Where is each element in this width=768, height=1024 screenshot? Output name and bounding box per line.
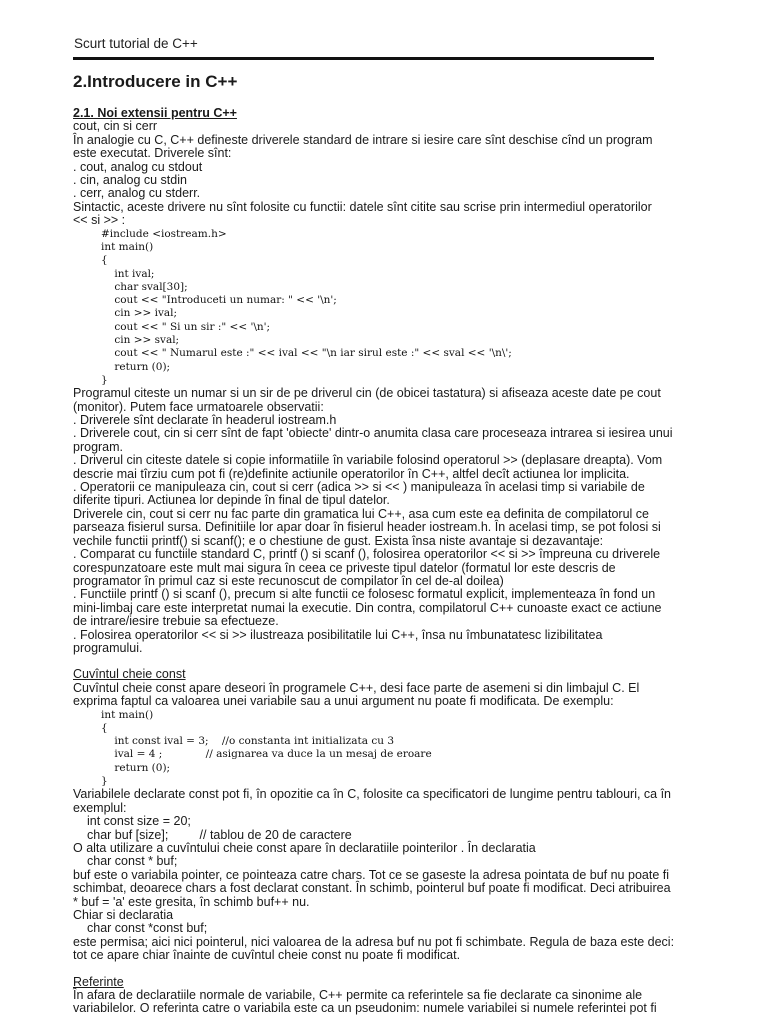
- code-line: return (0);: [101, 761, 171, 774]
- text-line: Programul citeste un numar si un sir de pe driverul cin (de obicei tastatura) si afiseaza aceste date pe cout: [73, 386, 661, 401]
- text-line: diferite tipuri. Actiunea lor depinde în final de tipul datelor.: [73, 493, 390, 508]
- text-line: buf este o variabila pointer, ce pointeaza catre chars. Tot ce se gaseste la adresa pointata de buf nu poate fi: [73, 867, 669, 882]
- text-line: descrie mai tîrziu cum pot fi (re)definite actiunile operatorilor în C++, altfel decît actiunea lor implicita.: [73, 466, 630, 481]
- text-line: În afara de declaratiile normale de variabile, C++ permite ca referintele sa fie declarate ca sinonime ale: [73, 988, 643, 1003]
- text-line: . Driverele cout, cin si cerr sînt de fapt 'obiecte' dintr-o anumita clasa care proceseaza intrarea si iesirea unui: [73, 426, 673, 441]
- code-line: return (0);: [101, 360, 171, 373]
- code-line: char sval[30];: [101, 280, 188, 293]
- text-line: int const size = 20;: [87, 814, 191, 829]
- text-line: . Driverul cin citeste datele si copie informatiile în variabile folosind operatorul >> (deplasare dreapta). Vom: [73, 453, 663, 468]
- text-line: Variabilele declarate const pot fi, în opozitie ca în C, folosite ca specificatori de lungime pentru tablouri, ca în: [73, 787, 672, 802]
- code-line: cout << " Numarul este :" << ival << "\n iar sirul este :" << sval << '\n\';: [101, 347, 512, 360]
- text-line: este permisa; aici nici pointerul, nici valoarea de la adresa buf nu pot fi schimbate. Regula de baza este deci:: [73, 934, 675, 949]
- code-line: cout << "Introduceti un numar: " << '\n';: [101, 294, 337, 307]
- running-header: Scurt tutorial de C++: [74, 36, 198, 51]
- text-line: Driverele cin, cout si cerr nu fac parte din gramatica lui C++, asa cum este ea definita de compilatorul ce: [73, 506, 649, 521]
- text-line: . cerr, analog cu stderr.: [73, 186, 201, 201]
- code-block: [101, 228, 713, 388]
- section2-text-c: [73, 869, 713, 923]
- subsection-title-const: Cuvîntul cheie const: [73, 667, 186, 682]
- subsection-title-referinte: Referinte: [73, 974, 124, 989]
- code-line: {: [101, 721, 108, 734]
- text-line: . Comparat cu functiile standard C, printf () si scanf (), folosirea operatorilor << si >> împreuna cu driverele: [73, 547, 661, 562]
- code-line: cin >> ival;: [101, 307, 178, 320]
- text-line: programului.: [73, 640, 143, 655]
- text-line: este executat. Driverele sînt:: [73, 146, 232, 161]
- code-line: {: [101, 254, 108, 267]
- text-line: mini-limbaj care este interpretat numai la executie. Din contra, compilatorul C++ cunoaste exact ce actiune: [73, 600, 662, 615]
- text-line: În analogie cu C, C++ defineste driverele standard de intrare si iesire care sînt deschise cînd un program: [73, 132, 653, 147]
- header-rule: [73, 57, 654, 60]
- code-line: ival = 4 ; // asignarea va duce la un mesaj de eroare: [101, 748, 432, 761]
- text-line: Sintactic, aceste drivere nu sînt folosite cu functii: datele sînt citite sau scrise prin intermediul operatorilor: [73, 199, 652, 214]
- code-line: cout << " Si un sir :" << '\n';: [101, 320, 271, 333]
- code-line: }: [101, 775, 108, 788]
- text-line: * buf = 'a' este gresita, în schimb buf++ nu.: [73, 894, 310, 909]
- text-line: schimbat, deoarece chars a fost declarat constant. În schimb, pointerul buf poate fi modificat. Deci atribuirea: [73, 881, 671, 896]
- text-line: char buf [size]; // tablou de 20 de caractere: [87, 827, 352, 842]
- text-line: de intrare/iesire trebuie sa efectueze.: [73, 614, 279, 629]
- text-line: . Folosirea operatorilor << si >> ilustreaza posibilitatile lui C++, însa nu îmbunatatesc lizibilitatea: [73, 627, 603, 642]
- text-line: . cout, analog cu stdout: [73, 159, 203, 174]
- text-line: char const * buf;: [87, 854, 178, 869]
- text-line: . Functiile printf () si scanf (), precum si alte functii ce folosesc formatul explicit, implementeaza în fond un: [73, 587, 656, 602]
- text-line: (monitor). Putem face urmatoarele observatii:: [73, 399, 324, 414]
- section2-example-b: [73, 855, 713, 868]
- code-line: int ival;: [101, 267, 155, 280]
- section2-text-a: [73, 788, 713, 815]
- text-line: Chiar si declaratia: [73, 908, 174, 922]
- text-line: corespunzatoare este mult mai sigura în ceea ce priveste tipul datelor (formatul lor este descris de: [73, 560, 616, 575]
- code-line: }: [101, 373, 108, 386]
- spacer: [73, 963, 713, 976]
- text-line: << si >> :: [73, 213, 126, 228]
- text-line: exemplul:: [73, 800, 127, 815]
- text-line: vechile functii printf() si scanf(); e o chestiune de gust. Exista însa niste avantaje si dezavantaje:: [73, 533, 604, 548]
- code-line: cin >> sval;: [101, 334, 180, 347]
- text-line: . Driverele sînt declarate în headerul iostream.h: [73, 413, 337, 428]
- section2-text-d: [73, 936, 713, 963]
- text-line: . Operatorii ce manipuleaza cin, cout si cerr (adica >> si << ) manipuleaza în acelasi timp si variabile de: [73, 480, 645, 495]
- text-line: programator în primul caz si este recunoscut de compilator în cel de-al doilea): [73, 573, 504, 588]
- section2-example-c: [73, 922, 713, 935]
- code-line: int main(): [101, 240, 154, 253]
- text-line: tot ce apare chiar înainte de cuvîntul cheie const nu poate fi modificat.: [73, 948, 461, 963]
- section2-intro: [73, 682, 713, 709]
- text-line: char const *const buf;: [87, 921, 208, 936]
- section-title: 2.1. Noi extensii pentru C++: [73, 106, 237, 120]
- code-line: #include <iostream.h>: [101, 227, 227, 240]
- text-line: exprima faptul ca valoarea unei variabile sau a unui argument nu poate fi modificata. De exemplu:: [73, 694, 614, 709]
- code-block-const: [101, 709, 713, 789]
- code-line: int const ival = 3; //o constanta int initializata cu 3: [101, 735, 395, 748]
- text-line: program.: [73, 439, 124, 454]
- section3-text: [73, 989, 713, 1016]
- section2-example-a: [73, 815, 713, 842]
- section1-intro: [73, 120, 713, 227]
- section2-text-b: [73, 842, 713, 855]
- chapter-title: 2.Introducere in C++: [73, 72, 238, 91]
- text-line: O alta utilizare a cuvîntului cheie const apare în declaratiile pointerilor . În declaratia: [73, 840, 536, 855]
- text-line: . cin, analog cu stdin: [73, 173, 187, 188]
- text-line: Cuvîntul cheie const apare deseori în programele C++, desi face parte de asemeni si din limbajul C. El: [73, 680, 640, 695]
- text-line: variabilelor. O referinta catre o variabila este ca un pseudonim: numele variabilei si numele referintei pot fi: [73, 1001, 657, 1016]
- document-body: [73, 66, 713, 1016]
- text-line: parseaza fisierul sursa. Definitiile lor apar doar în fisierul header iostream.h. În acelasi timp, se pot folosi si: [73, 520, 661, 535]
- text-line: cout, cin si cerr: [73, 119, 158, 134]
- code-line: int main(): [101, 708, 154, 721]
- section1-body: [73, 387, 713, 655]
